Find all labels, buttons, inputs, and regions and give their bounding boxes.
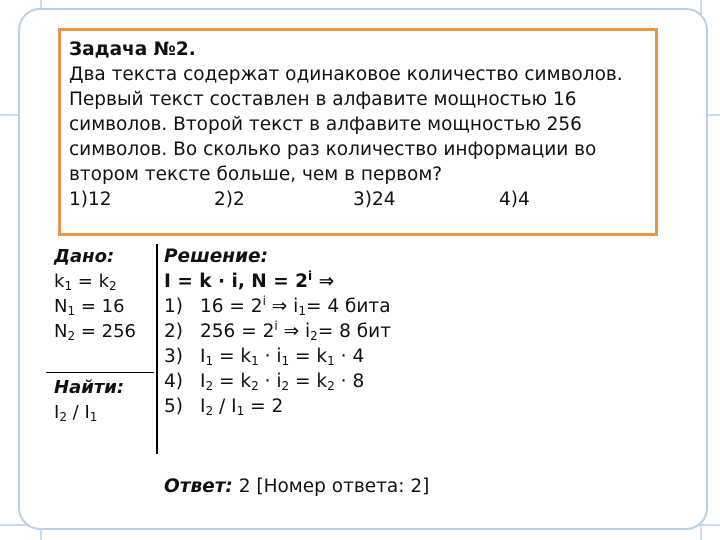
task-line: символов. Во сколько раз количество информации во [69, 139, 597, 160]
answer-options [69, 187, 647, 212]
solution-step: 2) $256 = 2^i$ ⇒ $i_2= 8$ бит [164, 319, 391, 343]
task-box [58, 28, 658, 236]
given-k: $k_1 = k_2$ [54, 271, 117, 293]
option-4: 4)4 [499, 189, 530, 210]
solution-label: Решение: [164, 246, 268, 267]
solution-step: 5) $I_2 / I_1 = 2$ [164, 396, 284, 418]
solution-step: 3) $I_1 = k_1 \cdot i_1 = k_1 \cdot 4$ [164, 346, 365, 368]
option-2: 2)2 [214, 189, 245, 210]
task-line: символов. Второй текст в алфавите мощностью 256 [69, 114, 582, 135]
column-divider [156, 244, 158, 454]
task-title: Задача №2. [69, 39, 196, 60]
task-line: Первый текст составлен в алфавите мощностью 16 [69, 89, 577, 110]
task-line: втором тексте больше, чем в первом? [69, 164, 443, 185]
option-1: 1)12 [69, 189, 112, 210]
given-divider [46, 372, 154, 373]
solution-step: 1) $16 = 2^i$ ⇒ $i_1= 4$ бита [164, 294, 391, 318]
given-n2: $N_2 = 256$ [54, 321, 136, 343]
task-line: Два текста содержат одинаковое количество символов. [69, 64, 623, 85]
option-3: 3)24 [353, 189, 396, 210]
find-expression: $I_2 / I_1$ [54, 402, 98, 424]
given-section [54, 244, 150, 425]
given-n1: $N_1 = 16$ [54, 296, 125, 318]
given-label: Дано: [54, 246, 115, 267]
find-label: Найти: [54, 377, 125, 398]
solution-section [164, 244, 464, 419]
solution-formula: I = k · i, $N = 2^i$ ⇒ [164, 269, 335, 292]
final-answer: Ответ: 2 [Номер ответа: 2] [164, 476, 430, 497]
solution-step: 4) $I_2 = k_2 \cdot i_2 = k_2 \cdot 8$ [164, 371, 365, 393]
